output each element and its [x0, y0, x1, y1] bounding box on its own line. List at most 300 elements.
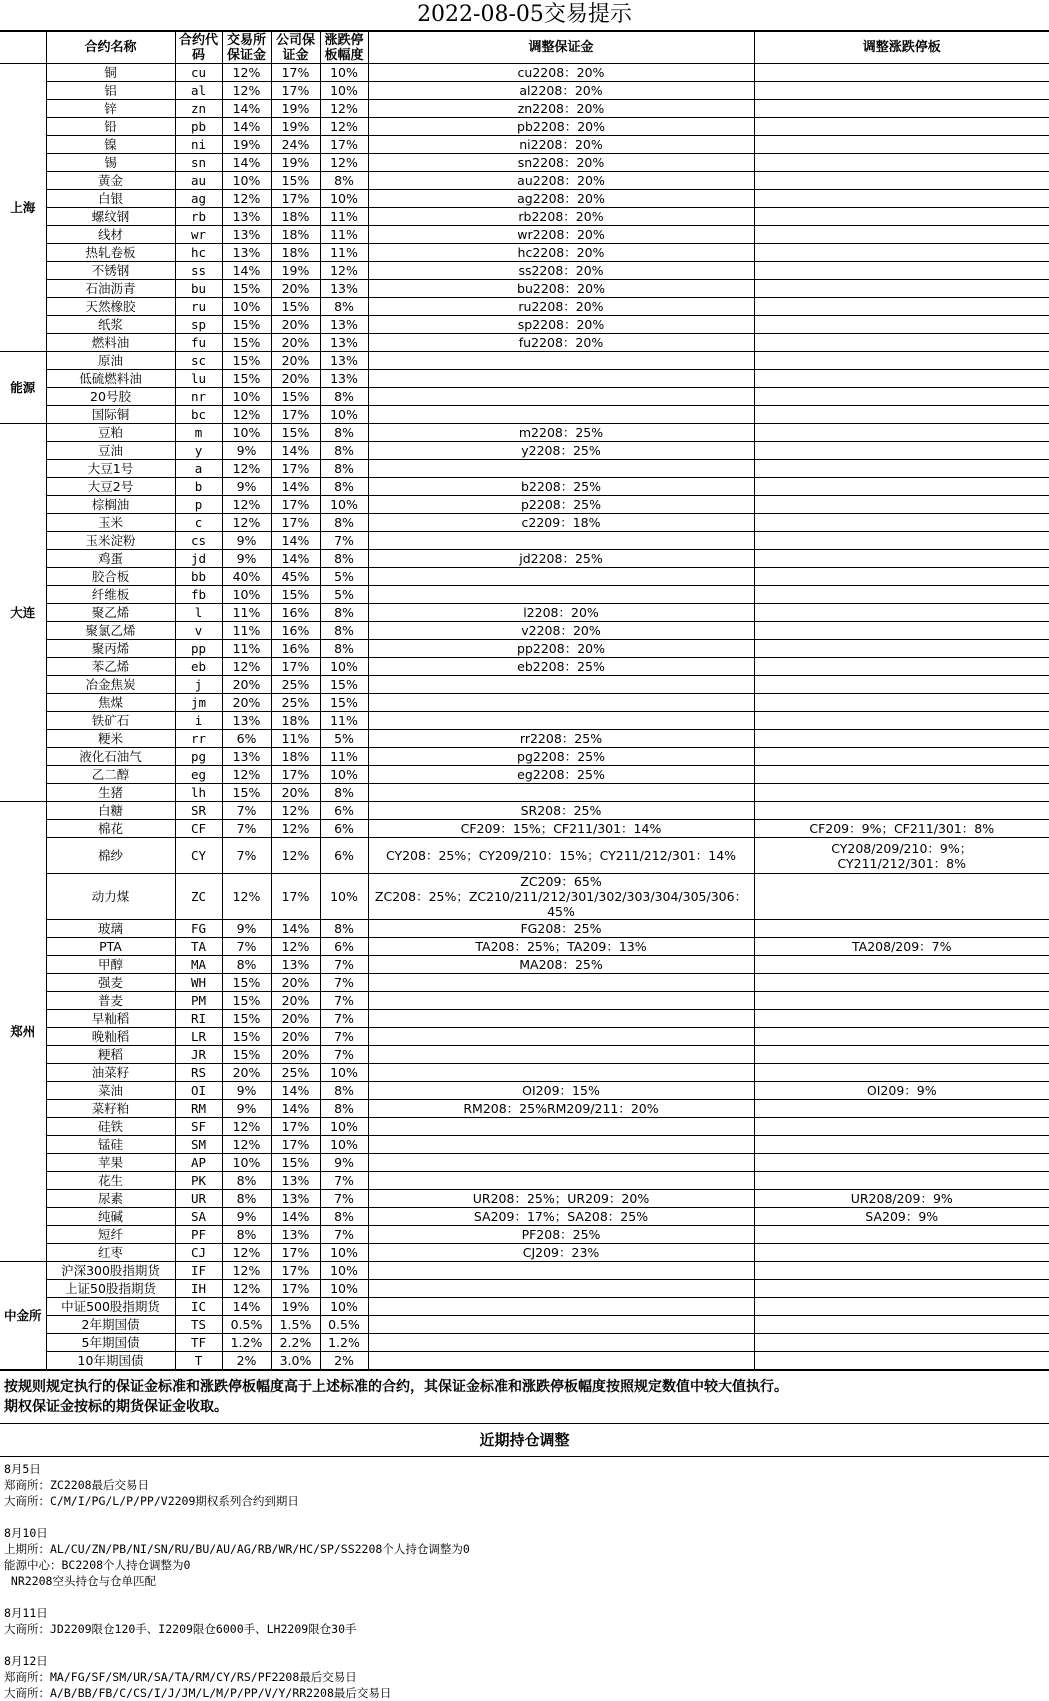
- table-row: [0, 118, 1049, 136]
- contract-name: 线材: [46, 226, 175, 244]
- contract-code: ag: [175, 190, 222, 208]
- exchange-margin: 13%: [222, 748, 271, 766]
- price-limit: 8%: [320, 550, 368, 568]
- adjusted-limit: [754, 658, 1049, 676]
- table-row: [0, 1064, 1049, 1082]
- contract-name: 中证500股指期货: [46, 1298, 175, 1316]
- adjusted-limit: [754, 992, 1049, 1010]
- price-limit: 1.2%: [320, 1334, 368, 1352]
- adjusted-limit: [754, 838, 1049, 874]
- contract-name: 原油: [46, 352, 175, 370]
- table-row: [0, 244, 1049, 262]
- contract-code: RI: [175, 1010, 222, 1028]
- contract-code: ZC: [175, 874, 222, 920]
- adjusted-margin: pb2208：20%: [368, 118, 754, 136]
- exchange-margin: 15%: [222, 334, 271, 352]
- table-row: [0, 352, 1049, 370]
- adjusted-limit: [754, 424, 1049, 442]
- contract-name: 油菜籽: [46, 1064, 175, 1082]
- adjusted-margin: OI209：15%: [368, 1082, 754, 1100]
- price-limit: 10%: [320, 64, 368, 82]
- adjusted-limit: [754, 1334, 1049, 1352]
- adjusted-limit: [754, 514, 1049, 532]
- price-limit: 8%: [320, 1082, 368, 1100]
- contract-code: c: [175, 514, 222, 532]
- adjusted-margin: [368, 676, 754, 694]
- price-limit: 10%: [320, 1280, 368, 1298]
- contract-name: 豆油: [46, 442, 175, 460]
- adjusted-limit: [754, 1352, 1049, 1370]
- company-margin: 13%: [271, 1190, 320, 1208]
- company-margin: 13%: [271, 1172, 320, 1190]
- contract-name: 晚籼稻: [46, 1028, 175, 1046]
- exchange-margin: 12%: [222, 64, 271, 82]
- adjusted-margin: v2208：20%: [368, 622, 754, 640]
- exchange-margin: 15%: [222, 1028, 271, 1046]
- table-row: [0, 1352, 1049, 1370]
- position-line: 能源中心：BC2208个人持仓调整为0: [4, 1557, 1045, 1573]
- table-row: [0, 1190, 1049, 1208]
- contract-name: 动力煤: [46, 874, 175, 920]
- contract-name: 冶金焦炭: [46, 676, 175, 694]
- price-limit: 10%: [320, 190, 368, 208]
- exchange-margin: 14%: [222, 262, 271, 280]
- adjusted-limit: [754, 1118, 1049, 1136]
- adjusted-margin: [368, 712, 754, 730]
- price-limit: 11%: [320, 244, 368, 262]
- adjusted-margin: [368, 1118, 754, 1136]
- company-margin: 16%: [271, 604, 320, 622]
- company-margin: 17%: [271, 1136, 320, 1154]
- adjusted-limit: [754, 244, 1049, 262]
- contract-code: WH: [175, 974, 222, 992]
- adjusted-margin: [368, 1136, 754, 1154]
- header-co-margin: 公司保证金: [271, 32, 320, 64]
- header-row: [0, 32, 1049, 64]
- exchange-margin: 9%: [222, 1208, 271, 1226]
- contract-code: cs: [175, 532, 222, 550]
- price-limit: 13%: [320, 280, 368, 298]
- contract-code: v: [175, 622, 222, 640]
- contract-code: OI: [175, 1082, 222, 1100]
- contract-code: fb: [175, 586, 222, 604]
- table-row: [0, 920, 1049, 938]
- contract-name: 聚丙烯: [46, 640, 175, 658]
- exchange-margin: 12%: [222, 190, 271, 208]
- adjusted-margin: zn2208：20%: [368, 100, 754, 118]
- contract-table: [0, 31, 1049, 1370]
- company-margin: 25%: [271, 676, 320, 694]
- adjusted-margin: al2208：20%: [368, 82, 754, 100]
- table-row: [0, 208, 1049, 226]
- company-margin: 17%: [271, 82, 320, 100]
- price-limit: 8%: [320, 478, 368, 496]
- adjusted-limit: UR208/209：9%: [754, 1190, 1049, 1208]
- price-limit: 12%: [320, 154, 368, 172]
- position-group: [4, 1605, 1045, 1637]
- contract-name: 黄金: [46, 172, 175, 190]
- adjusted-limit: [754, 406, 1049, 424]
- company-margin: 15%: [271, 586, 320, 604]
- contract-code: SM: [175, 1136, 222, 1154]
- price-limit: 7%: [320, 1172, 368, 1190]
- company-margin: 17%: [271, 190, 320, 208]
- company-margin: 14%: [271, 532, 320, 550]
- table-row: [0, 1118, 1049, 1136]
- company-margin: 17%: [271, 1118, 320, 1136]
- price-limit: 8%: [320, 172, 368, 190]
- contract-code: lu: [175, 370, 222, 388]
- company-margin: 14%: [271, 920, 320, 938]
- header-adj-margin: 调整保证金: [368, 32, 754, 64]
- contract-code: UR: [175, 1190, 222, 1208]
- exchange-margin: 9%: [222, 532, 271, 550]
- company-margin: 2.2%: [271, 1334, 320, 1352]
- table-row: [0, 370, 1049, 388]
- price-limit: 6%: [320, 938, 368, 956]
- price-limit: 7%: [320, 532, 368, 550]
- table-row: [0, 496, 1049, 514]
- exchange-margin: 7%: [222, 938, 271, 956]
- company-margin: 16%: [271, 640, 320, 658]
- adjusted-limit: [754, 1262, 1049, 1280]
- adjusted-limit: [754, 1046, 1049, 1064]
- adjusted-limit: [754, 64, 1049, 82]
- price-limit: 8%: [320, 460, 368, 478]
- contract-code: ni: [175, 136, 222, 154]
- positions-title: 近期持仓调整: [0, 1424, 1049, 1457]
- exchange-margin: 10%: [222, 586, 271, 604]
- price-limit: 8%: [320, 442, 368, 460]
- exchange-margin: 15%: [222, 316, 271, 334]
- adjusted-margin: [368, 1298, 754, 1316]
- adjusted-margin: y2208：25%: [368, 442, 754, 460]
- contract-name: 棉纱: [46, 838, 175, 874]
- adjusted-margin-line: ZC208：25%；ZC210/211/212/301/302/303/304/305/306：45%: [369, 889, 754, 919]
- adjusted-limit: [754, 640, 1049, 658]
- price-limit: 7%: [320, 1190, 368, 1208]
- position-line: 郑商所：MA/FG/SF/SM/UR/SA/TA/RM/CY/RS/PF2208最后交易日: [4, 1669, 1045, 1685]
- position-date: 8月10日: [4, 1525, 1045, 1541]
- exchange-margin: 12%: [222, 406, 271, 424]
- contract-name: 胶合板: [46, 568, 175, 586]
- contract-code: i: [175, 712, 222, 730]
- adjusted-limit: [754, 874, 1049, 920]
- contract-name: 镍: [46, 136, 175, 154]
- adjusted-margin: [368, 1262, 754, 1280]
- exchange-margin: 12%: [222, 766, 271, 784]
- table-row: [0, 1316, 1049, 1334]
- contract-name: 铜: [46, 64, 175, 82]
- contract-name: 大豆2号: [46, 478, 175, 496]
- contract-code: fu: [175, 334, 222, 352]
- contract-name: 2年期国债: [46, 1316, 175, 1334]
- company-margin: 15%: [271, 1154, 320, 1172]
- company-margin: 20%: [271, 316, 320, 334]
- adjusted-margin: sp2208：20%: [368, 316, 754, 334]
- exchange-margin: 0.5%: [222, 1316, 271, 1334]
- price-limit: 13%: [320, 316, 368, 334]
- adjusted-margin: l2208：20%: [368, 604, 754, 622]
- table-row: [0, 838, 1049, 874]
- adjusted-margin: jd2208：25%: [368, 550, 754, 568]
- contract-code: sn: [175, 154, 222, 172]
- contract-code: T: [175, 1352, 222, 1370]
- exchange-margin: 12%: [222, 1262, 271, 1280]
- price-limit: 15%: [320, 676, 368, 694]
- contract-code: cu: [175, 64, 222, 82]
- contract-name: 豆粕: [46, 424, 175, 442]
- exchange-margin: 12%: [222, 1244, 271, 1262]
- contract-name: 白银: [46, 190, 175, 208]
- contract-name: 不锈钢: [46, 262, 175, 280]
- company-margin: 13%: [271, 956, 320, 974]
- adjusted-limit: [754, 118, 1049, 136]
- table-row: [0, 1010, 1049, 1028]
- adjusted-limit: [754, 280, 1049, 298]
- exchange-margin: 11%: [222, 622, 271, 640]
- company-margin: 18%: [271, 244, 320, 262]
- adjusted-limit: [754, 496, 1049, 514]
- adjusted-margin: pg2208：25%: [368, 748, 754, 766]
- adjusted-margin: CJ209：23%: [368, 1244, 754, 1262]
- price-limit: 8%: [320, 424, 368, 442]
- contract-name: 早籼稻: [46, 1010, 175, 1028]
- contract-name: 苹果: [46, 1154, 175, 1172]
- exchange-margin: 12%: [222, 82, 271, 100]
- company-margin: 17%: [271, 64, 320, 82]
- contract-code: AP: [175, 1154, 222, 1172]
- contract-code: bb: [175, 568, 222, 586]
- contract-code: ss: [175, 262, 222, 280]
- company-margin: 17%: [271, 1262, 320, 1280]
- contract-code: nr: [175, 388, 222, 406]
- company-margin: 19%: [271, 1298, 320, 1316]
- exchange-margin: 13%: [222, 712, 271, 730]
- table-row: [0, 730, 1049, 748]
- adjusted-margin: [368, 1316, 754, 1334]
- contract-code: al: [175, 82, 222, 100]
- contract-name: 棉花: [46, 820, 175, 838]
- adjusted-margin: UR208：25%；UR209：20%: [368, 1190, 754, 1208]
- company-margin: 25%: [271, 1064, 320, 1082]
- contract-code: bu: [175, 280, 222, 298]
- table-row: [0, 136, 1049, 154]
- exchange-margin: 13%: [222, 208, 271, 226]
- header-limit: 涨跌停板幅度: [320, 32, 368, 64]
- company-margin: 12%: [271, 838, 320, 874]
- position-date: 8月5日: [4, 1461, 1045, 1477]
- adjusted-margin: fu2208：20%: [368, 334, 754, 352]
- contract-name: 螺纹钢: [46, 208, 175, 226]
- adjusted-limit: [754, 730, 1049, 748]
- table-row: [0, 938, 1049, 956]
- price-limit: 8%: [320, 640, 368, 658]
- adjusted-limit: TA208/209：7%: [754, 938, 1049, 956]
- exchange-margin: 7%: [222, 820, 271, 838]
- price-limit: 5%: [320, 568, 368, 586]
- price-limit: 10%: [320, 766, 368, 784]
- exchange-cell: 大连: [0, 424, 46, 802]
- table-row: [0, 190, 1049, 208]
- table-row: [0, 1082, 1049, 1100]
- company-margin: 20%: [271, 352, 320, 370]
- exchange-margin: 12%: [222, 874, 271, 920]
- table-row: [0, 1226, 1049, 1244]
- contract-code: PK: [175, 1172, 222, 1190]
- rule-note-line: 期权保证金按标的期货保证金收取。: [4, 1397, 1045, 1417]
- adjusted-margin: au2208：20%: [368, 172, 754, 190]
- price-limit: 13%: [320, 370, 368, 388]
- contract-code: TS: [175, 1316, 222, 1334]
- contract-code: ru: [175, 298, 222, 316]
- price-limit: 7%: [320, 1226, 368, 1244]
- adjusted-margin-line: ZC209：65%: [369, 874, 754, 889]
- adjusted-limit: [754, 974, 1049, 992]
- adjusted-margin: [368, 388, 754, 406]
- table-row: [0, 1046, 1049, 1064]
- contract-name: 低硫燃料油: [46, 370, 175, 388]
- exchange-margin: 9%: [222, 1082, 271, 1100]
- price-limit: 11%: [320, 712, 368, 730]
- price-limit: 10%: [320, 658, 368, 676]
- adjusted-margin: c2209：18%: [368, 514, 754, 532]
- table-row: [0, 316, 1049, 334]
- price-limit: 10%: [320, 1136, 368, 1154]
- contract-code: j: [175, 676, 222, 694]
- contract-name: 10年期国债: [46, 1352, 175, 1370]
- price-limit: 8%: [320, 622, 368, 640]
- exchange-margin: 8%: [222, 1190, 271, 1208]
- contract-code: eg: [175, 766, 222, 784]
- contract-name: 聚氯乙烯: [46, 622, 175, 640]
- contract-code: MA: [175, 956, 222, 974]
- price-limit: 10%: [320, 874, 368, 920]
- table-row: [0, 82, 1049, 100]
- price-limit: 8%: [320, 784, 368, 802]
- contract-code: CY: [175, 838, 222, 874]
- adjusted-limit: [754, 712, 1049, 730]
- table-row: [0, 1100, 1049, 1118]
- adjusted-margin: CY208：25%；CY209/210：15%；CY211/212/301：14%: [368, 838, 754, 874]
- exchange-margin: 14%: [222, 1298, 271, 1316]
- price-limit: 7%: [320, 974, 368, 992]
- adjusted-margin: [368, 568, 754, 586]
- contract-name: 纯碱: [46, 1208, 175, 1226]
- contract-name: 大豆1号: [46, 460, 175, 478]
- adjusted-limit: [754, 920, 1049, 938]
- adjusted-limit: [754, 208, 1049, 226]
- contract-name: 铅: [46, 118, 175, 136]
- adjusted-margin: [368, 1352, 754, 1370]
- adjusted-margin: [368, 1046, 754, 1064]
- company-margin: 12%: [271, 938, 320, 956]
- exchange-margin: 14%: [222, 100, 271, 118]
- adjusted-margin: [368, 532, 754, 550]
- header-adj-limit: 调整涨跌停板: [754, 32, 1049, 64]
- price-limit: 6%: [320, 820, 368, 838]
- company-margin: 20%: [271, 1010, 320, 1028]
- price-limit: 17%: [320, 136, 368, 154]
- adjusted-limit: SA209：9%: [754, 1208, 1049, 1226]
- exchange-margin: 12%: [222, 1118, 271, 1136]
- contract-code: au: [175, 172, 222, 190]
- exchange-margin: 10%: [222, 172, 271, 190]
- table-row: [0, 956, 1049, 974]
- contract-name: 燃料油: [46, 334, 175, 352]
- table-row: [0, 262, 1049, 280]
- contract-name: 沪深300股指期货: [46, 1262, 175, 1280]
- contract-name: 锌: [46, 100, 175, 118]
- adjusted-limit: [754, 622, 1049, 640]
- contract-name: 生猪: [46, 784, 175, 802]
- adjusted-margin: [368, 1028, 754, 1046]
- sheet-title: 2022-08-05交易提示: [0, 0, 1049, 31]
- adjusted-limit: [754, 334, 1049, 352]
- adjusted-margin: SA209：17%；SA208：25%: [368, 1208, 754, 1226]
- table-row: [0, 154, 1049, 172]
- adjusted-limit: [754, 1100, 1049, 1118]
- exchange-margin: 10%: [222, 1154, 271, 1172]
- position-group: [4, 1653, 1045, 1701]
- price-limit: 10%: [320, 1118, 368, 1136]
- table-row: [0, 478, 1049, 496]
- exchange-margin: 2%: [222, 1352, 271, 1370]
- contract-code: IC: [175, 1298, 222, 1316]
- price-limit: 8%: [320, 604, 368, 622]
- contract-code: RS: [175, 1064, 222, 1082]
- contract-code: jm: [175, 694, 222, 712]
- table-row: [0, 172, 1049, 190]
- table-row: [0, 586, 1049, 604]
- contract-name: 粳米: [46, 730, 175, 748]
- price-limit: 7%: [320, 992, 368, 1010]
- header-name: 合约名称: [46, 32, 175, 64]
- exchange-cell: 上海: [0, 64, 46, 352]
- company-margin: 17%: [271, 1280, 320, 1298]
- exchange-margin: 40%: [222, 568, 271, 586]
- company-margin: 3.0%: [271, 1352, 320, 1370]
- company-margin: 14%: [271, 550, 320, 568]
- contract-name: 5年期国债: [46, 1334, 175, 1352]
- contract-name: 菜籽粕: [46, 1100, 175, 1118]
- contract-code: pp: [175, 640, 222, 658]
- company-margin: 17%: [271, 658, 320, 676]
- adjusted-margin: [368, 1334, 754, 1352]
- position-line: NR2208空头持仓与仓单匹配: [4, 1573, 1045, 1589]
- contract-name: 锡: [46, 154, 175, 172]
- company-margin: 18%: [271, 748, 320, 766]
- contract-name: 纤维板: [46, 586, 175, 604]
- contract-name: 天然橡胶: [46, 298, 175, 316]
- contract-name: 焦煤: [46, 694, 175, 712]
- adjusted-margin: sn2208：20%: [368, 154, 754, 172]
- contract-name: 苯乙烯: [46, 658, 175, 676]
- contract-name: 国际铜: [46, 406, 175, 424]
- price-limit: 8%: [320, 388, 368, 406]
- contract-code: eb: [175, 658, 222, 676]
- contract-name: 强麦: [46, 974, 175, 992]
- adjusted-margin: CF209：15%；CF211/301：14%: [368, 820, 754, 838]
- contract-code: SA: [175, 1208, 222, 1226]
- table-row: [0, 1334, 1049, 1352]
- company-margin: 14%: [271, 1208, 320, 1226]
- adjusted-limit: OI209：9%: [754, 1082, 1049, 1100]
- table-row: [0, 226, 1049, 244]
- exchange-margin: 20%: [222, 676, 271, 694]
- contract-name: 菜油: [46, 1082, 175, 1100]
- price-limit: 10%: [320, 406, 368, 424]
